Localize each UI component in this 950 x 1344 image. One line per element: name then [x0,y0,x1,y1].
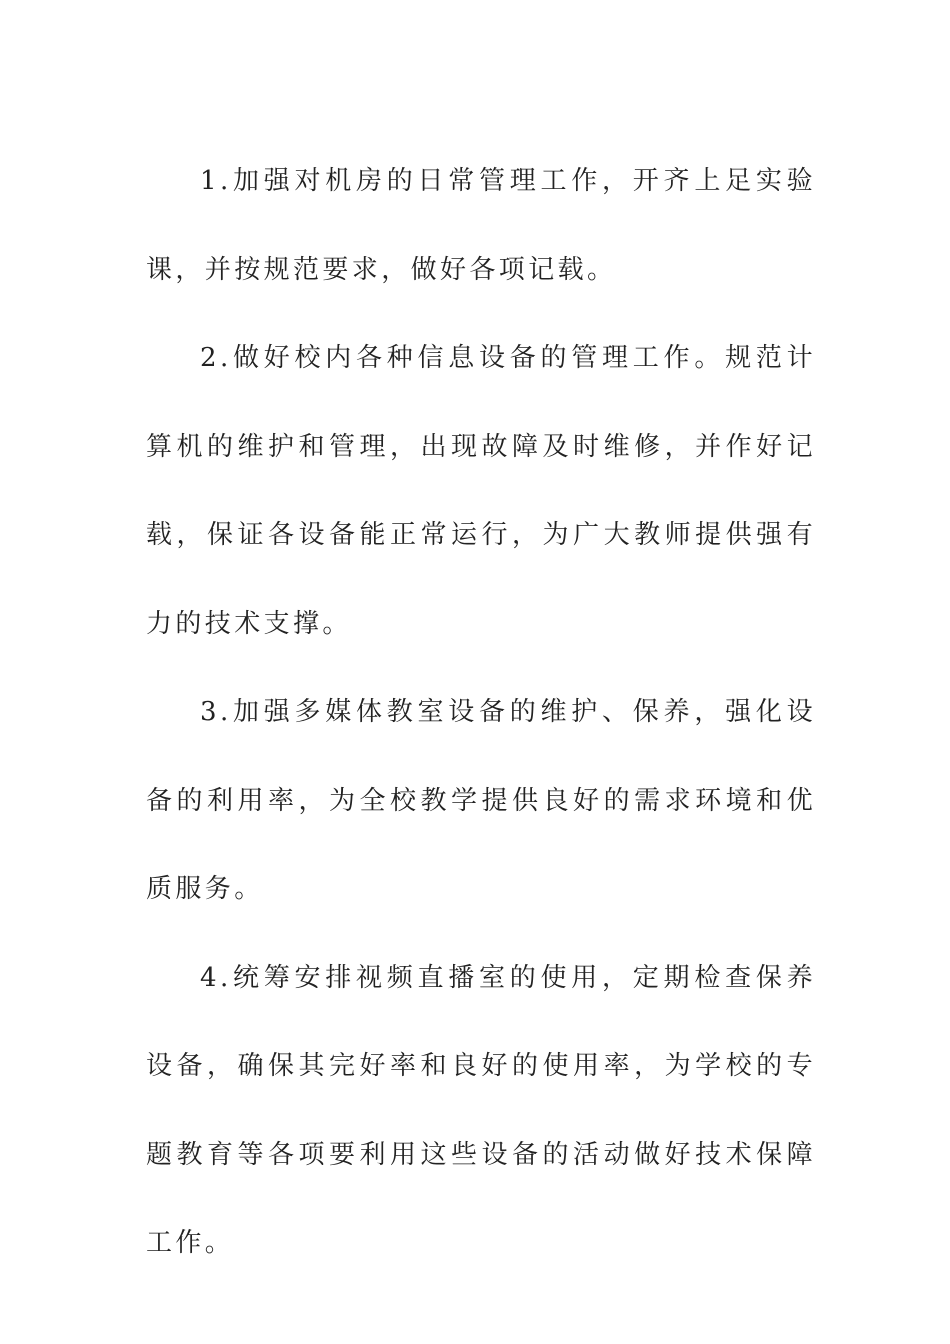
paragraph-item-4: 4.统筹安排视频直播室的使用，定期检查保养设备，确保其完好率和良好的使用率，为学校的专题教育等各项要利用这些设备的活动做好技术保障工作。 [146,962,816,1258]
paragraph-item-2: 2.做好校内各种信息设备的管理工作。规范计算机的维护和管理，出现故障及时维修，并作好记载，保证各设备能正常运行，为广大教师提供强有力的技术支撑。 [146,343,816,639]
paragraph-item-1: 1.加强对机房的日常管理工作，开齐上足实验课，并按规范要求，做好各项记载。 [146,166,816,285]
document-body [146,137,816,1288]
paragraph-item-3: 3.加强多媒体教室设备的维护、保养，强化设备的利用率，为全校教学提供良好的需求环境和优质服务。 [146,697,816,904]
